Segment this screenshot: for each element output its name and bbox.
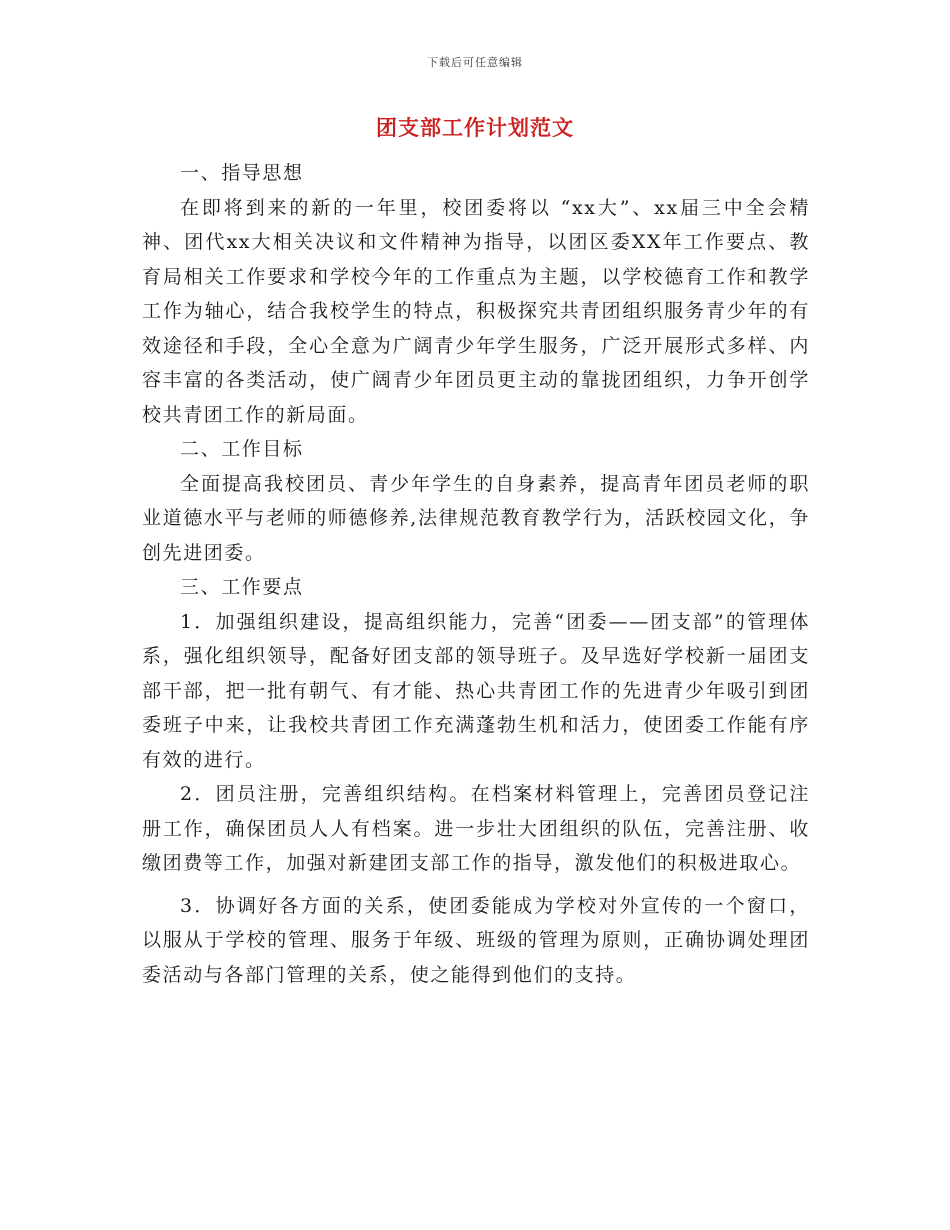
paragraph-guiding-ideology: 在即将到来的新的一年里，校团委将以 “xx大”、xx届三中全会精神、团代xx大相关决议和文件精神为指导，以团区委XX年工作要点、教育局相关工作要求和学校今年的工作重点为主题，以学校德育工作和教学工作为轴心，结合我校学生的特点，积极探究共青团组织服务青少年的有效途径和手段，全心全意为广阔青少年学生服务，广泛开展形式多样、内容丰富的各类活动，使广阔青少年团员更主动的靠拢团组织，力争开创学校共青团工作的新局面。	[142, 196, 810, 426]
document-body	[142, 156, 810, 992]
paragraph-point-3: 3．协调好各方面的关系，使团委能成为学校对外宣传的一个窗口，以服从于学校的管理、服务于年级、班级的管理为原则，正确协调处理团委活动与各部门管理的关系，使之能得到他们的支持。	[142, 894, 810, 986]
paragraph-work-goals: 全面提高我校团员、青少年学生的自身素养，提高青年团员老师的职业道德水平与老师的师德修养,法律规范教育教学行为，活跃校园文化，争创先进团委。	[142, 472, 810, 564]
section-heading-guiding-ideology: 一、指导思想	[180, 162, 304, 184]
paragraph-point-1: 1．加强组织建设，提高组织能力，完善“团委——团支部”的管理体系，强化组织领导，配备好团支部的领导班子。及早选好学校新一届团支部干部，把一批有朝气、有才能、热心共青团工作的先进青少年吸引到团委班子中来，让我校共青团工作充满蓬勃生机和活力，使团委工作能有序有效的进行。	[142, 610, 810, 771]
document-title: 团支部工作计划范文	[376, 115, 574, 140]
header-note: 下载后可任意编辑	[427, 56, 523, 69]
section-heading-work-points: 三、工作要点	[180, 576, 304, 598]
section-heading-work-goals: 二、工作目标	[180, 438, 304, 460]
paragraph-point-2: 2．团员注册，完善组织结构。在档案材料管理上，完善团员登记注册工作，确保团员人人有档案。进一步壮大团组织的队伍，完善注册、收缴团费等工作，加强对新建团支部工作的指导，激发他们的积极进取心。	[142, 783, 810, 874]
